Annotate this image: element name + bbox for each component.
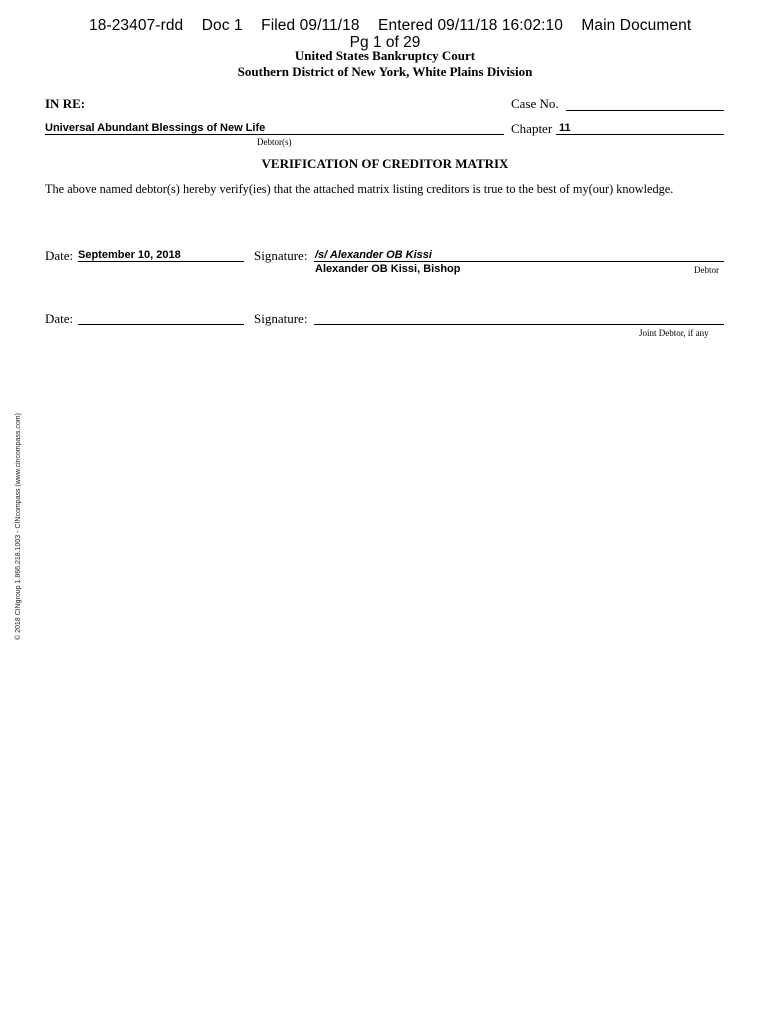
debtor-role: Debtor — [694, 265, 719, 275]
date-line-1 — [78, 261, 244, 262]
case-no-line — [566, 110, 724, 111]
entered-date: Entered 09/11/18 16:02:10 — [378, 17, 563, 34]
chapter-line — [556, 134, 724, 135]
software-credit: © 2018 CINgroup 1.866.218.1003 - CINcompass (www.cincompass.com) — [15, 413, 22, 640]
verification-title: VERIFICATION OF CREDITOR MATRIX — [261, 156, 509, 171]
filed-date: Filed 09/11/18 — [261, 17, 360, 34]
page-number: Pg 1 of 29 — [349, 34, 421, 51]
date-label-1: Date: — [45, 248, 74, 263]
filing-header — [89, 17, 705, 35]
case-ref: 18-23407-rdd — [89, 17, 184, 34]
main-document: Main Document — [581, 17, 692, 34]
printed-name: Alexander OB Kissi, Bishop — [315, 263, 461, 275]
signature-label-2: Signature: — [254, 311, 308, 326]
verification-statement: The above named debtor(s) hereby verify(ies) that the attached matrix listing creditors is true to the best of my(our) knowledge. — [45, 182, 674, 196]
chapter-value: 11 — [559, 122, 571, 134]
date-label-2: Date: — [45, 311, 74, 326]
case-no-label: Case No. — [511, 96, 559, 111]
debtor-label: Debtor(s) — [257, 137, 292, 147]
debtor-name: Universal Abundant Blessings of New Life — [45, 122, 266, 134]
court-district: Southern District of New York, White Plains Division — [237, 64, 533, 79]
signature-line-2 — [314, 324, 724, 325]
doc-number: Doc 1 — [201, 17, 243, 34]
date-line-2 — [78, 324, 244, 325]
signature-line-1 — [314, 261, 724, 262]
debtor-name-line — [45, 134, 504, 135]
signature-value-1: /s/ Alexander OB Kissi — [315, 249, 432, 261]
signature-label-1: Signature: — [254, 248, 308, 263]
chapter-label: Chapter — [511, 121, 553, 136]
in-re-label: IN RE: — [45, 96, 86, 111]
joint-debtor-role: Joint Debtor, if any — [639, 328, 709, 338]
court-name: United States Bankruptcy Court — [294, 48, 476, 63]
date-value-1: September 10, 2018 — [78, 249, 181, 261]
